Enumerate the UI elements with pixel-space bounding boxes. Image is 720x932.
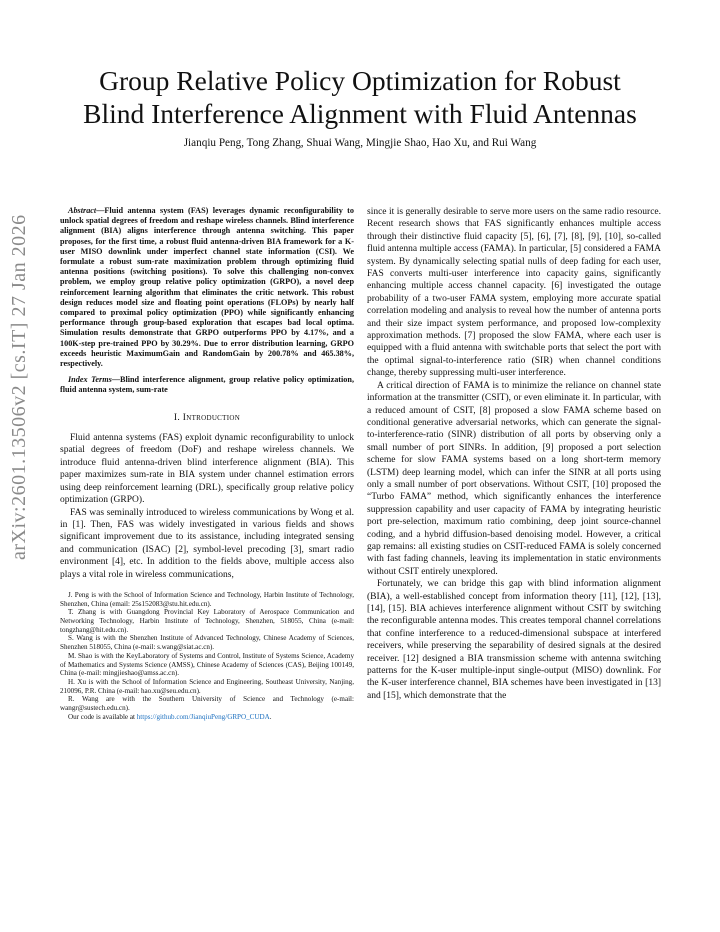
footnote: J. Peng is with the School of Information Science and Technology, Harbin Institute of Technology, Shenzhen, China (email: 25s152083@stu.hit.edu.cn). [60, 590, 354, 608]
abstract [60, 206, 354, 369]
arxiv-id-text: arXiv:2601.13506v2 [cs.IT] 27 Jan 2026 [8, 214, 30, 560]
paragraph: Fortunately, we can bridge this gap with blind information alignment (BIA), a well-established concept from information theory [11], [12], [13], [14], [15]. BIA achieves interference alignment without CSIT by switching the reconfigurable antenna modes. This creates temporal channel correlations that confine interference to a reduced-dimensional subspace at interfered receivers, while preserving the separability of desired signals at the desired receiver. [12] designed a BIA transmission scheme with antenna switching patterns for the K-user multiple-input single-output (MISO) downlink. For the K-user interference channel, BIA schemes have been investigated in [13] and [15], which demonstrate that the [367, 579, 661, 701]
footnotes [60, 591, 354, 722]
footnote: T. Zhang is with Guangdong Provincial Key Laboratory of Aerospace Communication and Networking Technology, Harbin Institute of Technology, Shenzhen, 518055, China (e-mail: tongzhang@hit.edu.cn). [60, 608, 354, 634]
section-heading [60, 412, 354, 424]
paragraph: FAS was seminally introduced to wireless communications by Wong et al. in [1]. Then, FAS was widely investigated in various fields and shows significant improvement due to its assistance, including integrated sensing and communication (ISAC) [2], symbol-level precoding [3], smart radio environment [4], etc. In addition to the fields above, multiple access also plays a vital role in wireless communications, [60, 507, 354, 580]
code-note-prefix: Our code is available at [68, 712, 137, 721]
code-availability-note [60, 713, 354, 722]
footnote: H. Xu is with the School of Information Science and Engineering, Southeast University, Nanjing, 210096, P.R. China (e-mail: hao.xu@seu.edu.cn). [60, 677, 354, 695]
section-title: Introduction [182, 412, 241, 423]
index-terms-label: Index Terms [68, 375, 112, 385]
footnote: R. Wang are with the Southern University of Science and Technology (e-mail: wangr@sustech.edu.cn). [60, 695, 354, 713]
author-list: Jianqiu Peng, Tong Zhang, Shuai Wang, Mingjie Shao, Hao Xu, and Rui Wang [183, 137, 537, 149]
paragraph: A critical direction of FAMA is to minimize the reliance on channel state information at the transmitter (CSIT), or even eliminate it. In particular, with a reduced amount of CSIT, [8] proposed a slow FAMA scheme based on conditional generative adversarial networks, which can generate the signal-to-interference-ratio (SINR) distribution of all ports by observing only a small number of port SINRs. In addition, [9] proposed a port selection scheme for slow FAMA systems based on a long short-term memory (LSTM) deep learning model, which can infer the SINR at all ports using only a small number of port observations. Without CSIT, [10] proposed the “Turbo FAMA” method, which significantly enhances the interference suppression capability and user capacity of FAMA by integrating heuristic port pre-selection, maximum ratio combining, deep joint source-channel coding, and a hybrid diffusion-based denoising model. However, a critical gap remains: all existing studies on CSIT-reduced FAMA is solely concerned with fast fading channels, leaving its implementation in static environments without CSIT entirely unexplored. [367, 380, 661, 577]
index-terms-text: —Blind interference alignment, group relative policy optimization, fluid antenna system, sum-rate [60, 375, 355, 395]
footnote: S. Wang is with the Shenzhen Institute of Advanced Technology, Chinese Academy of Sciences, Shenzhen 518055, China (e-mail: s.wang@siat.ac.cn). [60, 634, 354, 652]
abstract-label: Abstract [68, 206, 97, 215]
title-line-1: Group Relative Policy Optimization for Robust [99, 65, 621, 96]
paper-title [40, 64, 680, 130]
abstract-text: —Fluid antenna system (FAS) leverages dynamic reconfigurability to unlock spatial degrees of freedom and reshape wireless channels. Blind interference alignment (BIA) aligns interference through antenna switching. This paper proposes, for the first time, a robust fluid antenna-driven BIA framework for a K-user MISO downlink under imperfect channel state information (CSI). We formulate a robust sum-rate maximization problem through optimizing fluid antenna positions (switching positions). To solve this challenging non-convex problem, we employ group relative policy optimization (GRPO), a novel deep reinforcement learning algorithm that eliminates the critic network. This robust design reduces model size and floating point operations (FLOPs) by nearly half compared to proximal policy optimization (PPO) while significantly enhancing performance through group-based exploration that escapes bad local optima. Simulation results demonstrate that GRPO outperforms PPO by 4.17%, and a 100K-step pre-trained PPO by 30.29%. Due to error distribution learning, GRPO exceeds heuristic MaximumGain and RandomGain by 200.78% and 465.38%, respectively. [60, 206, 354, 369]
paragraph: since it is generally desirable to serve more users on the same radio resource. Recent research shows that FAS significantly enhances multiple access through their distinctive fluid capacity [5], [6], [7], [8], [9], [10], so-called fluid antenna multiple access (FAMA). In particular, [5] considered a FAMA system. By dynamically selecting spatial nulls of deep fading for each user, FAS converts multi-user interference into capacity gains, significantly enhancing multiple access channel capacity. [6] investigated the outage probability of a two-user FAMA system, employing more accurate spatial correlation modeling and analysis to reveal how the number of antenna ports and their size impact system performance, and proposed low-complexity approximation methods. [7] proposed the slow FAMA, where each user is equipped with a fluid antenna with switchable ports that select the port with the optimal signal-to-interference ratio (SIR) when channel conditions change, thereby suppressing multi-user interference. [367, 207, 661, 379]
title-line-2: Blind Interference Alignment with Fluid Antennas [83, 98, 637, 129]
index-terms [60, 375, 354, 395]
code-note-suffix: . [269, 712, 272, 721]
paragraph: Fluid antenna systems (FAS) exploit dynamic reconfigurability to unlock spatial degrees of freedom (DoF) and reshape wireless channels. We introduce fluid antenna-driven blind interference alignment (BIA). This paper maximizes sum-rate in BIA system under channel estimation errors using deep reinforcement learning (DRL), specifically group relative policy optimization (GRPO). [60, 433, 354, 506]
section-number: I. [173, 412, 181, 423]
footnote: M. Shao is with the KeyLaboratory of Systems and Control, Institute of Systems Science, Academy of Mathematics and Systems Science (AMSS), Chinese Academy of Sciences (CAS), Beijing 100149, China (e-mail: mingjieshao@amss.ac.cn). [60, 651, 354, 678]
left-column [60, 206, 354, 721]
code-link[interactable]: https://github.com/JianqiuPeng/GRPO_CUDA [136, 712, 270, 721]
right-column [367, 206, 661, 702]
